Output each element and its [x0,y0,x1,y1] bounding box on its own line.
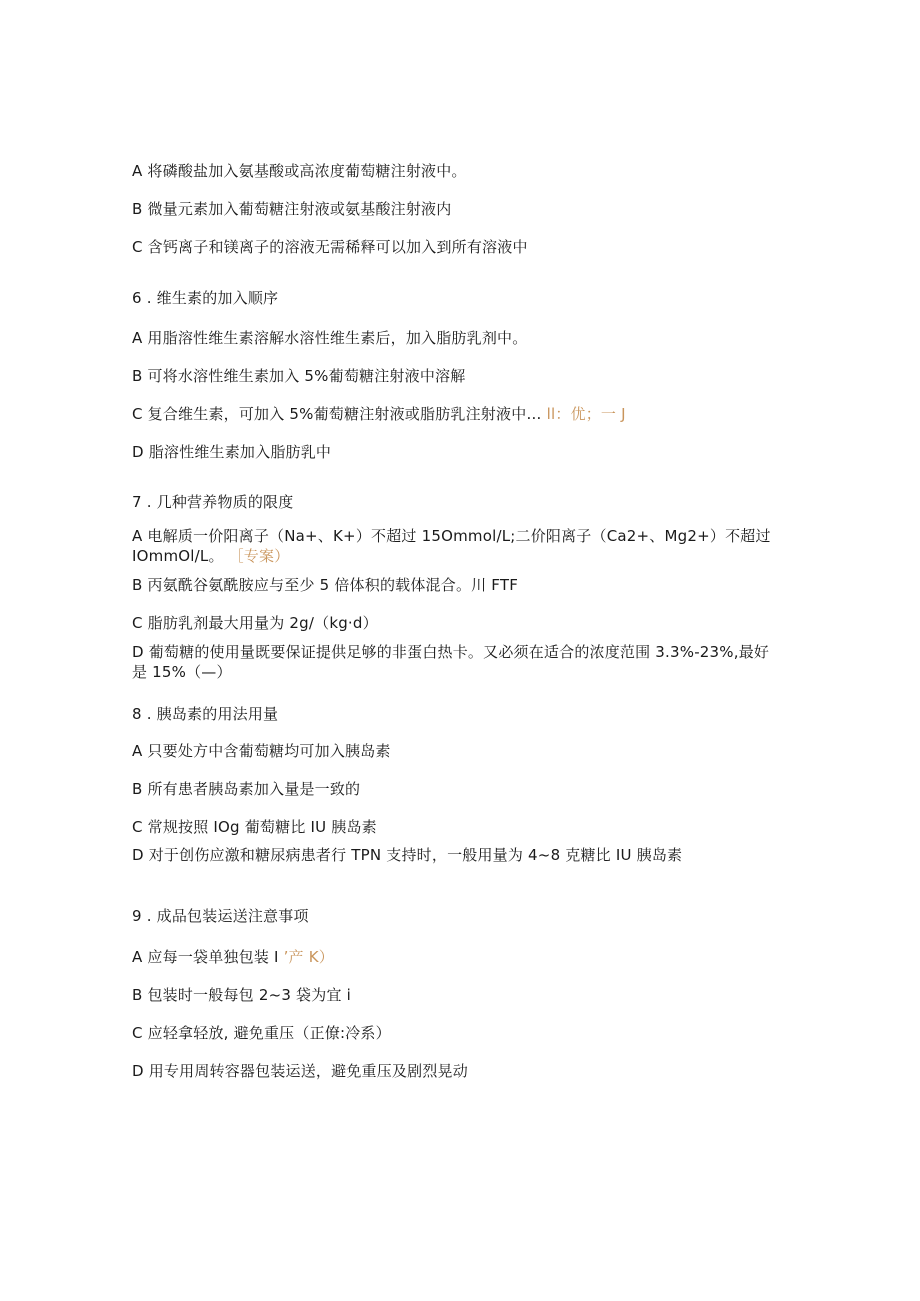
option-line: D 葡萄糖的使用量既要保证提供足够的非蛋白热卡。又必须在适合的浓度范围 3.3%-23%,最好是 15%（—） [132,643,770,681]
question-heading: 6 . 维生素的加入顺序 [132,289,279,307]
option-line: C 常规按照 IOg 葡萄糖比 IU 胰岛素 [132,818,377,836]
question-heading: 8 . 胰岛素的用法用量 [132,705,279,723]
option-line: C 脂肪乳剂最大用量为 2g∕（kg·d） [132,614,378,632]
option-line: B 包装时一般每包 2~3 袋为宜 i [132,986,351,1004]
option-line: C 应轻拿轻放, 避免重压（正僚:冷系） [132,1024,391,1042]
handwritten-note: ［专案） [228,547,290,565]
option-line: D 脂溶性维生素加入脂肪乳中 [132,443,332,461]
option-line: C 含钙离子和镁离子的溶液无需稀释可以加入到所有溶液中 [132,238,528,256]
option-line: A 电解质一价阳离子（Na+、K+）不超过 15Ommol/L;二价阳离子（Ca2+、Mg2+）不超过 IOmmOl/L。 ［专案） [132,527,771,565]
handwritten-note: ll：优；一 J [546,405,626,423]
option-line: A 用脂溶性维生素溶解水溶性维生素后，加入脂肪乳剂中。 [132,329,528,347]
option-line: B 所有患者胰岛素加入量是一致的 [132,780,361,798]
option-line: C 复合维生素，可加入 5%葡萄糖注射液或脂肪乳注射液中… ll：优；一 J [132,405,626,423]
question-heading: 7 . 几种营养物质的限度 [132,493,294,511]
option-line: B 丙氨酰谷氨酰胺应与至少 5 倍体积的载体混合。川 FTF [132,576,519,594]
option-line: B 微量元素加入葡萄糖注射液或氨基酸注射液内 [132,200,452,218]
option-line: A 只要处方中含葡萄糖均可加入胰岛素 [132,742,391,760]
option-line: B 可将水溶性维生素加入 5%葡萄糖注射液中溶解 [132,367,466,385]
option-line: A 将磷酸盐加入氨基酸或高浓度葡萄糖注射液中。 [132,162,467,180]
option-line: D 用专用周转容器包装运送，避免重压及剧烈晃动 [132,1062,468,1080]
option-line: A 应每一袋单独包装 I ’产 K） [132,948,334,966]
handwritten-note: ’产 K） [283,948,334,966]
question-heading: 9 . 成品包装运送注意事项 [132,907,309,925]
option-line: D 对于创伤应激和糖尿病患者行 TPN 支持时，一般用量为 4~8 克糖比 IU 胰岛素 [132,846,683,864]
